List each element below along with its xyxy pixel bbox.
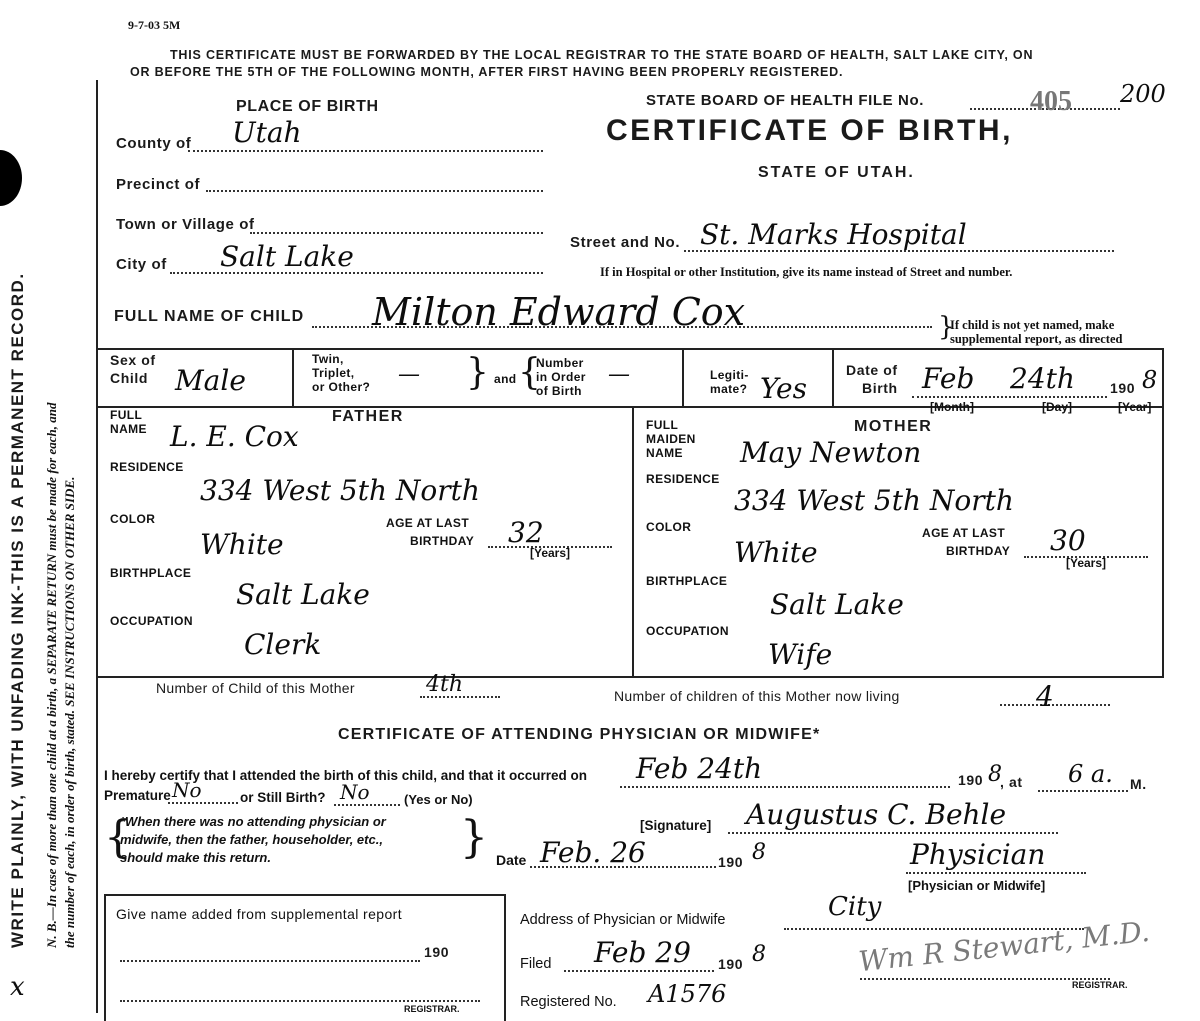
premature-label: Premature <box>104 788 171 803</box>
file-number-written: 200 <box>1120 80 1166 108</box>
twin-value: — <box>398 362 420 387</box>
living-count-line <box>1000 704 1110 706</box>
mother-name-label-2: MAIDEN <box>646 432 696 446</box>
still-birth-value: No <box>340 780 370 804</box>
footnote-brace-right: } <box>460 812 488 863</box>
twin-label-1: Twin, <box>312 352 344 366</box>
state-title: STATE OF UTAH. <box>758 164 915 181</box>
filed-year-suffix: 8 <box>752 942 766 967</box>
certify-year-prefix: 190 <box>958 772 984 788</box>
filed-label: Filed <box>520 956 552 972</box>
physician-title-caption: [Physician or Midwife] <box>908 878 1046 893</box>
mother-name-value: May Newton <box>740 436 922 469</box>
time-suffix: M. <box>1130 776 1147 792</box>
birth-date-line <box>912 396 1107 398</box>
filed-value: Feb 29 <box>594 936 691 969</box>
footnote-brace: { <box>104 812 132 863</box>
father-age-label-2: BIRTHDAY <box>410 534 475 548</box>
supplemental-registrar-caption: REGISTRAR. <box>404 1004 460 1014</box>
side-warning-text: WRITE PLAINLY, WITH UNFADING INK-THIS IS A PERMANENT RECORD. <box>8 272 27 948</box>
footnote-line-2: midwife, then the father, householder, etc., <box>120 832 383 847</box>
mother-birthplace-value: Salt Lake <box>770 588 904 621</box>
and-label: and <box>494 372 517 386</box>
supplemental-registrar-line <box>120 1000 480 1002</box>
father-birthplace-value: Salt Lake <box>236 578 370 611</box>
child-name-value: Milton Edward Cox <box>372 290 746 334</box>
mother-residence-value: 334 West 5th North <box>734 484 1014 517</box>
street-label: Street and No. <box>570 234 681 251</box>
legit-label-1: Legiti- <box>710 368 749 382</box>
order-label-2: in Order <box>536 370 586 384</box>
supplemental-year: 190 <box>424 944 450 960</box>
mother-age-value: 30 <box>1050 524 1086 557</box>
precinct-label: Precinct of <box>116 176 201 193</box>
month-caption: [Month] <box>930 400 974 414</box>
premature-value: No <box>172 778 202 802</box>
physician-date-year-suffix: 8 <box>752 840 766 865</box>
town-line <box>250 232 543 234</box>
form-code: 9-7-03 5M <box>128 18 181 32</box>
town-label: Town or Village of <box>116 216 255 233</box>
city-label: City of <box>116 256 167 273</box>
registrar-caption: REGISTRAR. <box>1072 980 1128 990</box>
sex-value: Male <box>175 364 246 397</box>
supplemental-line <box>120 960 420 962</box>
child-name-label: FULL NAME OF CHILD <box>114 308 305 325</box>
father-age-value: 32 <box>508 516 544 549</box>
birth-year-prefix: 190 <box>1110 380 1136 396</box>
twin-label-3: or Other? <box>312 380 371 394</box>
top-instruction-1: THIS CERTIFICATE MUST BE FORWARDED BY THE LOCAL REGISTRAR TO THE STATE BOARD OF HEALTH, SALT LAKE CITY, ON <box>170 48 1034 62</box>
filed-year-prefix: 190 <box>718 956 744 972</box>
rule-parents-top <box>96 406 1164 408</box>
rule-child-top <box>96 348 1164 350</box>
child-number-value: 4th <box>426 672 464 697</box>
sex-label-2: Child <box>110 370 148 386</box>
at-label: , at <box>1000 774 1023 790</box>
side-note-line-1: N. B.—In case of more than one child at a birth, a SEPARATE RETURN must be made for each, and <box>44 402 59 948</box>
physician-date-label: Date <box>496 852 527 868</box>
signature-value: Augustus C. Behle <box>746 798 1007 831</box>
legit-label-2: mate? <box>710 382 748 396</box>
registered-value: A1576 <box>648 980 727 1008</box>
side-note-line-2: the number of each, in order of birth, stated. SEE INSTRUCTIONS ON OTHER SIDE. <box>62 476 77 948</box>
father-occupation-label: OCCUPATION <box>110 614 193 628</box>
father-occupation-value: Clerk <box>244 628 322 661</box>
physician-heading: CERTIFICATE OF ATTENDING PHYSICIAN OR MIDWIFE* <box>338 726 821 743</box>
registered-label: Registered No. <box>520 994 617 1010</box>
rule-parents-bottom <box>96 676 1164 678</box>
registrar-signature: Wm R Stewart, M.D. <box>857 914 1152 979</box>
father-name-label-1: FULL <box>110 408 143 422</box>
county-line <box>188 150 543 152</box>
mother-occupation-value: Wife <box>768 638 833 671</box>
father-name-label-2: NAME <box>110 422 147 436</box>
margin-x-mark: x <box>10 972 25 1002</box>
address-label: Address of Physician or Midwife <box>520 912 726 928</box>
street-value: St. Marks Hospital <box>700 218 967 251</box>
rule-col-sex <box>292 348 294 406</box>
sex-label-1: Sex of <box>110 352 156 368</box>
father-age-label-1: AGE AT LAST <box>386 516 470 530</box>
footnote-line-1: *When there was no attending physician or <box>120 814 386 829</box>
certificate-title: CERTIFICATE OF BIRTH, <box>606 114 1013 147</box>
mother-occupation-label: OCCUPATION <box>646 624 729 638</box>
father-birthplace-label: BIRTHPLACE <box>110 566 192 580</box>
child-number-label: Number of Child of this Mother <box>156 680 355 696</box>
time-value: 6 a. <box>1068 760 1113 788</box>
mother-residence-label: RESIDENCE <box>646 472 720 486</box>
rule-right <box>1162 348 1164 678</box>
rule-parents-divider <box>632 406 634 678</box>
precinct-line <box>206 190 543 192</box>
mother-years-caption: [Years] <box>1066 556 1107 570</box>
signature-line <box>728 832 1058 834</box>
mother-age-label-1: AGE AT LAST <box>922 526 1006 540</box>
order-label-1: Number <box>536 356 584 370</box>
father-color-label: COLOR <box>110 512 156 526</box>
mother-name-label-1: FULL <box>646 418 679 432</box>
file-number-label: STATE BOARD OF HEALTH FILE No. <box>646 92 924 109</box>
mother-name-label-3: NAME <box>646 446 683 460</box>
living-count-label: Number of children of this Mother now living <box>614 688 900 704</box>
physician-date-year-prefix: 190 <box>718 854 744 870</box>
filed-line <box>564 970 714 972</box>
twin-label-2: Triplet, <box>312 366 355 380</box>
father-residence-value: 334 West 5th North <box>200 474 480 507</box>
rule-col-date <box>832 348 834 406</box>
file-number-printed: 405 <box>1030 86 1072 117</box>
top-instruction-2: OR BEFORE THE 5TH OF THE FOLLOWING MONTH, AFTER FIRST HAVING BEEN PROPERLY REGISTERED. <box>130 65 844 79</box>
certify-date-line <box>620 786 950 788</box>
year-caption: [Year] <box>1118 400 1152 414</box>
mother-birthplace-label: BIRTHPLACE <box>646 574 728 588</box>
order-value: — <box>608 362 630 387</box>
birth-date-label-1: Date of <box>846 362 898 378</box>
city-value: Salt Lake <box>220 240 354 273</box>
still-birth-line <box>334 804 400 806</box>
mother-heading: MOTHER <box>854 418 933 435</box>
father-years-caption: [Years] <box>530 546 571 560</box>
birth-month: Feb <box>922 362 975 395</box>
supplemental-label: Give name added from supplemental report <box>116 906 403 922</box>
mother-color-value: White <box>734 536 818 569</box>
father-color-value: White <box>200 528 284 561</box>
order-brace: { <box>518 352 541 393</box>
physician-title-value: Physician <box>910 838 1046 871</box>
binding-hole <box>0 150 22 206</box>
address-value: City <box>828 892 882 922</box>
birth-year-suffix: 8 <box>1142 366 1158 394</box>
twin-brace: } <box>466 352 489 393</box>
birth-date-label-2: Birth <box>862 380 898 396</box>
living-count-value: 4 <box>1036 680 1054 713</box>
legit-value: Yes <box>760 372 807 405</box>
mother-age-label-2: BIRTHDAY <box>946 544 1011 558</box>
footnote-line-3: should make this return. <box>120 850 271 865</box>
day-caption: [Day] <box>1042 400 1073 414</box>
county-value: Utah <box>232 116 302 149</box>
rule-col-legit <box>682 348 684 406</box>
child-name-note-2: supplemental report, as directed <box>950 332 1123 346</box>
still-birth-label: or Still Birth? <box>240 790 326 805</box>
yes-no-hint: (Yes or No) <box>404 792 473 807</box>
certify-date-value: Feb 24th <box>636 752 763 785</box>
child-name-note-1: If child is not yet named, make <box>950 318 1115 332</box>
father-heading: FATHER <box>332 408 404 425</box>
birth-day: 24th <box>1010 362 1075 395</box>
county-label: County of <box>116 135 192 152</box>
physician-date-value: Feb. 26 <box>540 836 646 869</box>
certify-year-suffix: 8 <box>988 762 1002 787</box>
child-name-brace: } <box>938 312 955 342</box>
order-label-3: of Birth <box>536 384 582 398</box>
premature-line <box>168 802 238 804</box>
certify-text: I hereby certify that I attended the birth of this child, and that it occurred on <box>104 768 588 783</box>
hospital-note: If in Hospital or other Institution, give its name instead of Street and number. <box>600 265 1013 279</box>
father-residence-label: RESIDENCE <box>110 460 184 474</box>
place-of-birth-heading: PLACE OF BIRTH <box>236 98 379 115</box>
physician-title-line <box>906 872 1086 874</box>
form-left-border <box>96 80 98 1013</box>
mother-color-label: COLOR <box>646 520 692 534</box>
signature-label: [Signature] <box>640 818 712 833</box>
time-line <box>1038 790 1128 792</box>
father-name-value: L. E. Cox <box>170 420 299 453</box>
